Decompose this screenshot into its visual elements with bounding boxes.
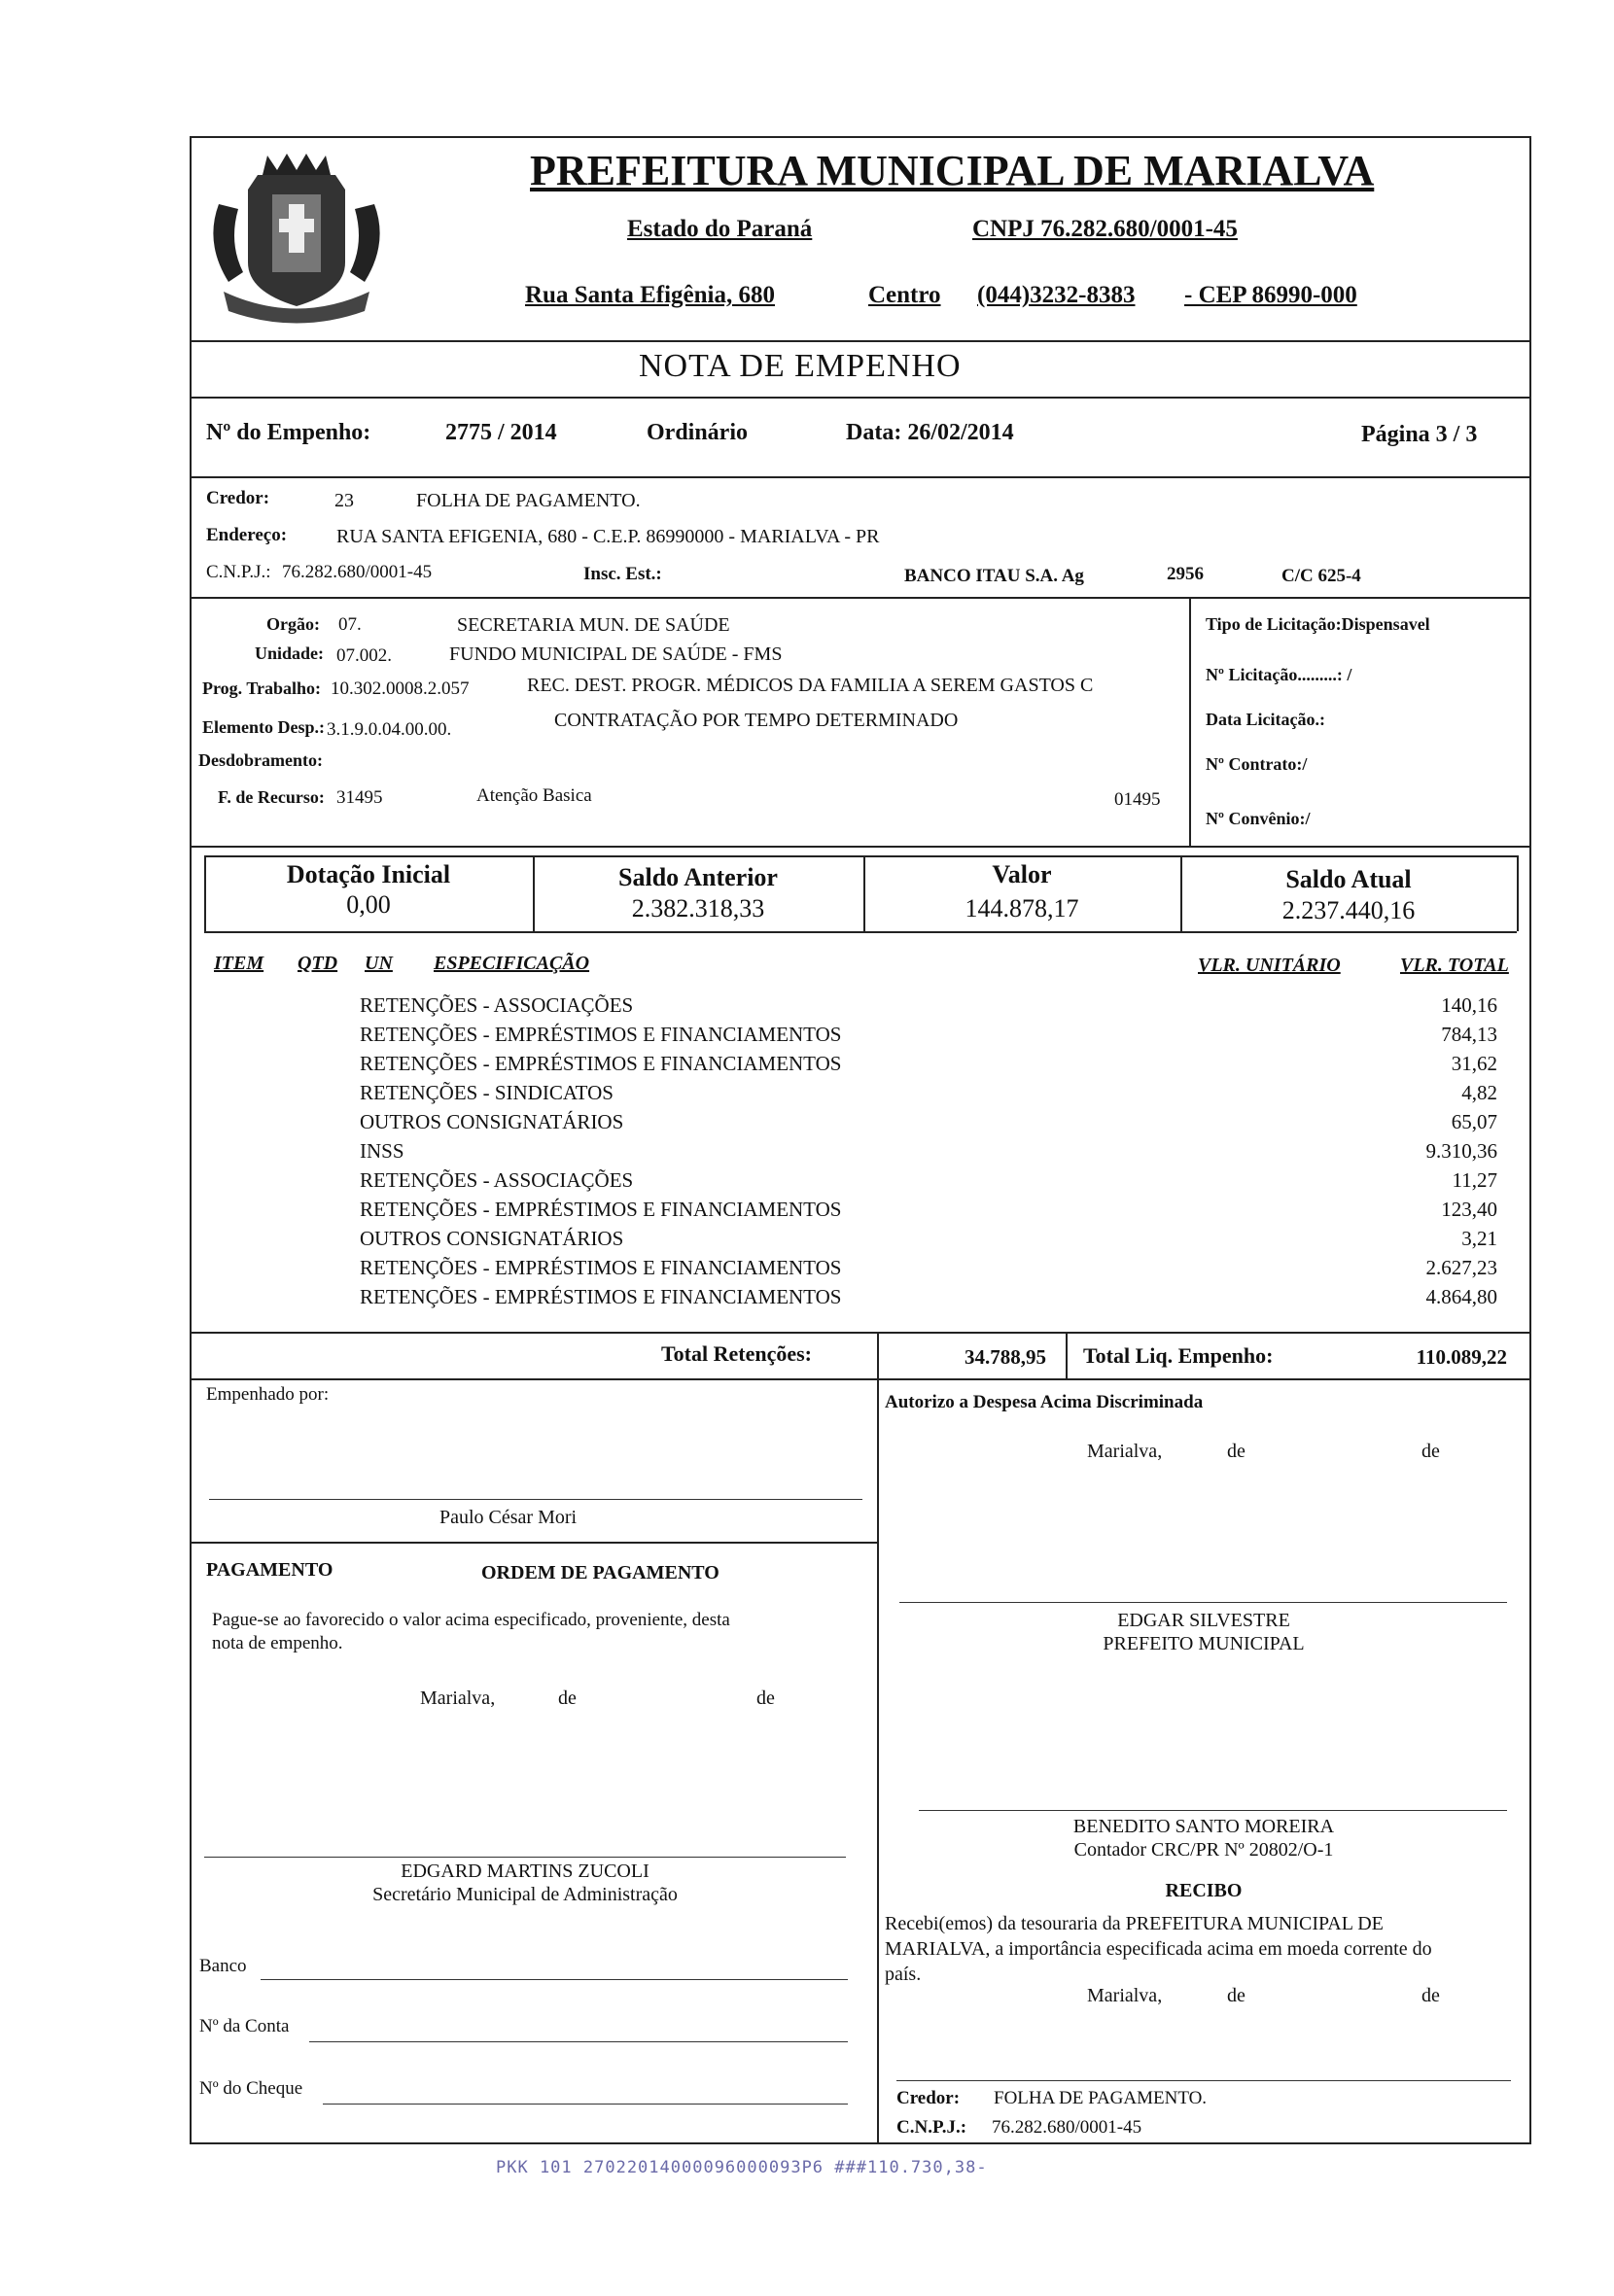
orgao-label: Orgão: bbox=[266, 614, 320, 634]
tipo-licitacao: Tipo de Licitação:Dispensavel bbox=[1206, 614, 1430, 634]
col-especificacao: ESPECIFICAÇÃO bbox=[434, 953, 590, 974]
divider bbox=[191, 397, 1530, 399]
elemento-name: CONTRATAÇÃO POR TEMPO DETERMINADO bbox=[554, 710, 959, 731]
col-item: ITEM bbox=[214, 953, 264, 974]
cnpj-label: C.N.P.J.: bbox=[206, 562, 271, 582]
divider bbox=[1517, 855, 1519, 931]
pagamento-de-1: de bbox=[558, 1687, 577, 1709]
item-description: RETENÇÕES - EMPRÉSTIMOS E FINANCIAMENTOS bbox=[360, 1256, 842, 1279]
page-title: PREFEITURA MUNICIPAL DE MARIALVA bbox=[530, 147, 1375, 194]
item-description: OUTROS CONSIGNATÁRIOS bbox=[360, 1227, 624, 1250]
empenho-type: Ordinário bbox=[647, 420, 749, 445]
numero-convenio: Nº Convênio:/ bbox=[1206, 809, 1311, 828]
header-address: Rua Santa Efigênia, 680 bbox=[525, 282, 775, 308]
item-total: 140,16 bbox=[1441, 993, 1497, 1017]
desdobramento-label: Desdobramento: bbox=[198, 750, 323, 770]
pagamento-label: PAGAMENTO bbox=[206, 1559, 333, 1581]
autorizo-de-1: de bbox=[1227, 1441, 1246, 1462]
recibo-cnpj: 76.282.680/0001-45 bbox=[992, 2117, 1142, 2138]
banco-label: Banco bbox=[199, 1956, 247, 1976]
header-cnpj: CNPJ 76.282.680/0001-45 bbox=[972, 216, 1238, 242]
recibo-text-2: MARIALVA, a importância especificada acima em moeda corrente do bbox=[885, 1938, 1432, 1960]
header-centro: Centro bbox=[868, 282, 941, 308]
pagamento-de-2: de bbox=[756, 1687, 775, 1709]
estado: Estado do Paraná bbox=[627, 216, 813, 242]
prefeito-cargo: PREFEITO MUNICIPAL bbox=[1103, 1633, 1305, 1654]
page-number: Página 3 / 3 bbox=[1361, 422, 1478, 447]
pague-se-text-1: Pague-se ao favorecido o valor acima especificado, proveniente, desta bbox=[212, 1610, 730, 1630]
banco-line bbox=[261, 1979, 848, 1980]
recurso-name: Atenção Basica bbox=[476, 785, 592, 806]
autorizo-de-2: de bbox=[1421, 1441, 1440, 1462]
table-row bbox=[360, 1168, 1497, 1198]
divider bbox=[191, 1542, 877, 1544]
bank-name: BANCO ITAU S.A. Ag bbox=[904, 566, 1084, 586]
prog-code: 10.302.0008.2.057 bbox=[331, 678, 470, 699]
item-total: 2.627,23 bbox=[1425, 1256, 1497, 1279]
orgao-code: 07. bbox=[338, 614, 362, 635]
item-total: 11,27 bbox=[1452, 1168, 1497, 1192]
total-liquido-label: Total Liq. Empenho: bbox=[1083, 1343, 1274, 1368]
ordem-pagamento-label: ORDEM DE PAGAMENTO bbox=[481, 1562, 719, 1583]
divider bbox=[191, 340, 1530, 342]
signature-line bbox=[896, 2080, 1511, 2081]
numero-contrato: Nº Contrato:/ bbox=[1206, 754, 1308, 774]
col-vlr-unitario: VLR. UNITÁRIO bbox=[1198, 955, 1341, 976]
total-retencoes-value: 34.788,95 bbox=[965, 1345, 1046, 1369]
orgao-name: SECRETARIA MUN. DE SAÚDE bbox=[457, 614, 730, 636]
recibo-cnpj-label: C.N.P.J.: bbox=[896, 2117, 967, 2138]
table-row bbox=[360, 1110, 1497, 1139]
item-description: RETENÇÕES - EMPRÉSTIMOS E FINANCIAMENTOS bbox=[360, 1198, 842, 1221]
recurso-code: 31495 bbox=[336, 787, 383, 808]
pagamento-city: Marialva, bbox=[420, 1687, 496, 1709]
saldo-atual-label: Saldo Atual bbox=[1285, 865, 1412, 893]
recurso-number: 01495 bbox=[1114, 789, 1161, 810]
table-row bbox=[360, 1139, 1497, 1168]
header-phone: (044)3232-8383 bbox=[977, 282, 1136, 308]
recurso-label: F. de Recurso: bbox=[218, 787, 325, 807]
valor-label: Valor bbox=[992, 860, 1052, 888]
item-description: OUTROS CONSIGNATÁRIOS bbox=[360, 1110, 624, 1133]
elemento-code: 3.1.9.0.04.00.00. bbox=[327, 719, 452, 740]
autorizo-city: Marialva, bbox=[1087, 1441, 1163, 1462]
recibo-de-1: de bbox=[1227, 1985, 1246, 2006]
credor-cnpj: 76.282.680/0001-45 bbox=[282, 562, 433, 582]
bank-agency: 2956 bbox=[1167, 564, 1204, 584]
secretario-nome: EDGARD MARTINS ZUCOLI bbox=[401, 1861, 649, 1882]
item-description: RETENÇÕES - EMPRÉSTIMOS E FINANCIAMENTOS bbox=[360, 1052, 842, 1075]
recibo-de-2: de bbox=[1421, 1985, 1440, 2006]
total-liquido-value: 110.089,22 bbox=[1416, 1345, 1507, 1369]
item-total: 31,62 bbox=[1451, 1052, 1497, 1075]
divider bbox=[1066, 1332, 1068, 1378]
recibo-credor-label: Credor: bbox=[896, 2088, 961, 2108]
divider bbox=[191, 597, 1530, 599]
item-description: RETENÇÕES - EMPRÉSTIMOS E FINANCIAMENTOS bbox=[360, 1023, 842, 1046]
table-row bbox=[360, 1256, 1497, 1285]
autorizo-label: Autorizo a Despesa Acima Discriminada bbox=[885, 1392, 1204, 1412]
contador-nome: BENEDITO SANTO MOREIRA bbox=[1072, 1816, 1335, 1837]
item-total: 4,82 bbox=[1461, 1081, 1497, 1104]
divider bbox=[877, 1378, 879, 2144]
saldo-anterior-value: 2.382.318,33 bbox=[631, 894, 765, 922]
divider bbox=[191, 846, 1530, 848]
credor-label: Credor: bbox=[206, 488, 270, 508]
credor-name: FOLHA DE PAGAMENTO. bbox=[416, 490, 641, 511]
recibo-title: RECIBO bbox=[1165, 1880, 1243, 1901]
col-vlr-total: VLR. TOTAL bbox=[1400, 955, 1509, 976]
table-row bbox=[360, 1081, 1497, 1110]
cheque-line bbox=[323, 2104, 848, 2105]
item-total: 123,40 bbox=[1441, 1198, 1497, 1221]
bank-account: C/C 625-4 bbox=[1281, 566, 1361, 586]
dotacao-inicial-value: 0,00 bbox=[346, 890, 391, 919]
divider bbox=[204, 855, 1517, 857]
secretario-cargo: Secretário Municipal de Administração bbox=[372, 1884, 678, 1905]
coat-of-arms-icon bbox=[199, 146, 394, 329]
numero-licitacao: Nº Licitação.........: / bbox=[1206, 665, 1352, 684]
prog-name: REC. DEST. PROGR. MÉDICOS DA FAMILIA A SEREM GASTOS C bbox=[527, 675, 1094, 696]
pague-se-text-2: nota de empenho. bbox=[212, 1633, 343, 1653]
prog-label: Prog. Trabalho: bbox=[202, 678, 322, 698]
item-description: RETENÇÕES - EMPRÉSTIMOS E FINANCIAMENTOS bbox=[360, 1285, 842, 1308]
divider bbox=[191, 1332, 1530, 1334]
saldo-atual-value: 2.237.440,16 bbox=[1281, 896, 1416, 924]
signature-line bbox=[204, 1857, 846, 1858]
saldo-anterior-label: Saldo Anterior bbox=[618, 863, 778, 891]
empenhado-por-label: Empenhado por: bbox=[206, 1384, 330, 1405]
table-row bbox=[360, 1285, 1497, 1314]
table-row bbox=[360, 1023, 1497, 1052]
conta-line bbox=[309, 2041, 848, 2042]
recibo-city: Marialva, bbox=[1087, 1985, 1163, 2006]
header-cep: - CEP 86990-000 bbox=[1184, 282, 1357, 308]
table-row bbox=[360, 1052, 1497, 1081]
item-total: 65,07 bbox=[1451, 1110, 1497, 1133]
mechanical-authentication: PKK 101 27022014000096000093P6 ###110.730,38- bbox=[496, 2158, 988, 2177]
item-description: INSS bbox=[360, 1139, 404, 1163]
recibo-text-1: Recebi(emos) da tesouraria da PREFEITURA MUNICIPAL DE bbox=[885, 1913, 1384, 1934]
credor-code: 23 bbox=[334, 490, 354, 511]
signature-line bbox=[899, 1602, 1507, 1603]
endereco-label: Endereço: bbox=[206, 525, 288, 545]
document-title: NOTA DE EMPENHO bbox=[639, 348, 962, 384]
col-un: UN bbox=[365, 953, 393, 974]
insc-est-label: Insc. Est.: bbox=[583, 564, 662, 584]
empenho-number: 2775 / 2014 bbox=[445, 420, 557, 445]
col-qtd: QTD bbox=[298, 953, 338, 974]
divider bbox=[191, 476, 1530, 478]
divider bbox=[191, 1378, 1530, 1380]
recibo-text-3: país. bbox=[885, 1964, 922, 1985]
signature-line bbox=[209, 1499, 862, 1500]
empenhado-nome: Paulo César Mori bbox=[439, 1507, 578, 1528]
divider bbox=[1189, 597, 1191, 846]
item-description: RETENÇÕES - SINDICATOS bbox=[360, 1081, 614, 1104]
unidade-name: FUNDO MUNICIPAL DE SAÚDE - FMS bbox=[449, 644, 783, 665]
recibo-credor-name: FOLHA DE PAGAMENTO. bbox=[994, 2088, 1208, 2108]
valor-value: 144.878,17 bbox=[965, 894, 1079, 922]
item-description: RETENÇÕES - ASSOCIAÇÕES bbox=[360, 993, 634, 1017]
unidade-label: Unidade: bbox=[255, 644, 325, 663]
data-licitacao: Data Licitação.: bbox=[1206, 710, 1325, 729]
item-total: 3,21 bbox=[1461, 1227, 1497, 1250]
unidade-code: 07.002. bbox=[336, 645, 392, 666]
item-total: 9.310,36 bbox=[1425, 1139, 1497, 1163]
numero-cheque-label: Nº do Cheque bbox=[199, 2078, 303, 2099]
item-total: 4.864,80 bbox=[1425, 1285, 1497, 1308]
table-row bbox=[360, 1227, 1497, 1256]
contador-crc: Contador CRC/PR Nº 20802/O-1 bbox=[1073, 1839, 1334, 1861]
total-retencoes-label: Total Retenções: bbox=[661, 1341, 812, 1366]
empenho-label: Nº do Empenho: bbox=[206, 420, 371, 445]
signature-line bbox=[919, 1810, 1507, 1811]
item-description: RETENÇÕES - ASSOCIAÇÕES bbox=[360, 1168, 634, 1192]
dotacao-inicial-label: Dotação Inicial bbox=[286, 860, 451, 888]
empenho-date: Data: 26/02/2014 bbox=[846, 420, 1014, 445]
credor-address: RUA SANTA EFIGENIA, 680 - C.E.P. 86990000 - MARIALVA - PR bbox=[336, 526, 880, 547]
elemento-label: Elemento Desp.: bbox=[202, 717, 325, 737]
table-row bbox=[360, 993, 1497, 1023]
item-total: 784,13 bbox=[1441, 1023, 1497, 1046]
numero-conta-label: Nº da Conta bbox=[199, 2016, 290, 2036]
prefeito-nome: EDGAR SILVESTRE bbox=[1117, 1610, 1290, 1631]
table-row bbox=[360, 1198, 1497, 1227]
divider bbox=[204, 931, 1517, 933]
